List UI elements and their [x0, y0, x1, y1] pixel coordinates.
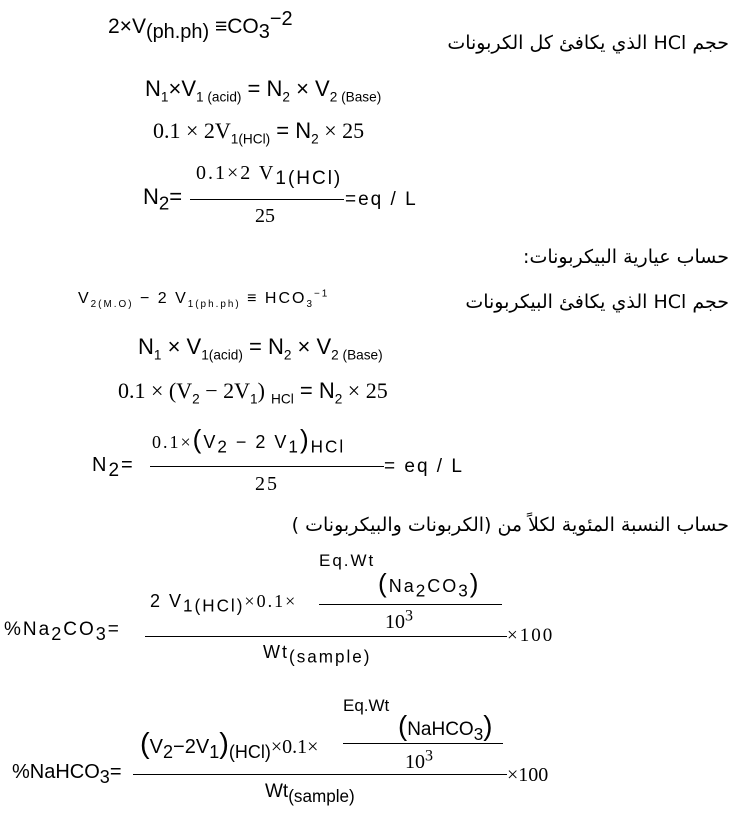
bicarbonate-equivalence	[78, 288, 330, 311]
bicarbonate-eq3-lhs	[92, 454, 135, 481]
bicarbonate-calc-heading: حساب عيارية البيكربونات:	[523, 246, 729, 268]
v2: × V	[289, 76, 330, 101]
b-v1: × V	[161, 334, 202, 359]
bicarb-equiv-rhs-sub: 3	[306, 299, 314, 311]
b-eq2-close: )	[257, 378, 265, 403]
carbonate-eq3-denominator: 25	[255, 205, 275, 227]
na2co3-na-sub: 2	[51, 623, 64, 644]
b-v2: × V	[291, 334, 332, 359]
na2co3-eqwt-compound	[378, 568, 481, 601]
carbonate-eq1	[145, 76, 382, 105]
b-v1-sub: 1(acid)	[201, 347, 243, 363]
carbonate-eq2	[153, 118, 365, 147]
nahco3-eqwt-nahco: NaHCO	[407, 719, 474, 740]
equals-n2: = N	[241, 76, 283, 101]
bicarbonate-eq2	[118, 378, 388, 407]
equiv-rhs: CO	[227, 15, 259, 38]
eq2-lhs: 0.1 × 2V	[153, 118, 231, 143]
bicarbonate-volume-label: حجم HCl الذي يكافئ البيكربونات	[465, 291, 729, 313]
bicarb-equiv-rhs: HCO	[264, 290, 307, 307]
equiv-rhs-charge: −2	[269, 8, 293, 30]
na2co3-lhs	[4, 619, 121, 644]
na2co3-main-fraction-bar	[145, 636, 507, 637]
na2co3-eqwt-label: Eq.Wt	[319, 551, 376, 570]
nahco3-minus: −2V	[173, 736, 210, 758]
v1-sub: 1 (acid)	[196, 89, 242, 105]
bicarb-equiv-v-sub: 2(M.O)	[90, 299, 134, 311]
carbonate-eq3-rhs: =eq / L	[345, 189, 418, 210]
na2co3-ten: 10	[385, 611, 405, 633]
nahco3-percent: %NaHCO	[12, 761, 100, 783]
carbonate-eq3-numerator	[196, 162, 343, 189]
bicarb-equiv-v: V	[78, 290, 91, 307]
n1-sub: 1	[160, 89, 169, 105]
b-eq2-minus: − 2V	[199, 378, 250, 403]
eq2-rhs: × 25	[318, 118, 365, 143]
eq3-num-sub: 1(HCl)	[275, 168, 343, 189]
nahco3-wt: Wt	[265, 781, 289, 802]
nahco3-main-fraction-bar	[133, 774, 507, 775]
bicarbonate-eq3-numerator	[152, 424, 346, 457]
equiv-lhs: 2×V	[108, 15, 146, 38]
na2co3-eqwt-close: )	[469, 568, 481, 598]
nahco3-sub: 3	[99, 767, 110, 787]
nahco3-v2-sub: 2	[163, 742, 174, 762]
na2co3-equals: =	[107, 619, 121, 640]
equiv-rhs-sub: 3	[258, 21, 270, 44]
na2co3-2v-sub: 1(HCl)	[183, 596, 245, 616]
b-eq3-paren-close: )	[299, 424, 311, 454]
nahco3-eqwt-open: (	[398, 710, 408, 741]
na2co3-wt: Wt	[263, 642, 289, 662]
nahco3-v2: V	[149, 736, 164, 758]
bicarb-equiv-charge: −1	[313, 288, 330, 300]
bicarb-equiv-minus: − 2 V	[133, 290, 188, 307]
eq3-n: N	[143, 184, 159, 209]
nahco3-times-100: ×100	[507, 764, 549, 786]
na2co3-eqwt-open: (	[378, 568, 389, 598]
nahco3-ten: 10	[405, 751, 425, 773]
bicarb-equiv-symbol: ≡	[247, 290, 259, 307]
na2co3-eqwt-co: CO	[427, 576, 459, 596]
b-eq2-equals-n2: = N	[293, 378, 335, 403]
bicarbonate-eq3-fraction-bar	[150, 466, 384, 467]
nahco3-power	[405, 747, 433, 773]
na2co3-inner-fraction-bar	[319, 604, 502, 605]
nahco3-eqwt-close: )	[483, 710, 493, 741]
na2co3-percent-na: %Na	[4, 619, 52, 640]
nahco3-equals: =	[109, 761, 122, 783]
na2co3-eqwt-na-sub: 2	[415, 581, 428, 601]
na2co3-sample: (sample)	[289, 647, 372, 667]
nahco3-eqwt-label: Eq.Wt	[343, 696, 390, 715]
na2co3-co: CO	[63, 619, 96, 640]
eq3-num: 0.1×2 V	[196, 162, 276, 184]
bicarbonate-eq1	[138, 334, 383, 363]
nahco3-inner-fraction-bar	[343, 743, 503, 744]
eq3-equals: =	[169, 184, 183, 209]
eq2-equals-n2: = N	[270, 118, 312, 143]
v2-sub: 2 (Base)	[329, 89, 382, 105]
b-eq3-v1-sub: 1	[288, 437, 300, 457]
b-n2-sub: 2	[283, 347, 292, 363]
b-eq2-lhs: 0.1 × (V	[118, 378, 193, 403]
na2co3-exp: 3	[405, 607, 413, 625]
nahco3-v1-sub: 1	[209, 742, 220, 762]
bicarb-equiv-minus-sub: 1(ph.ph)	[187, 299, 241, 311]
nahco3-denominator	[265, 781, 355, 806]
bicarbonate-eq3-rhs: = eq / L	[384, 456, 464, 477]
b-eq3-acid: HCl	[310, 437, 346, 457]
b-v2-sub: 2 (Base)	[331, 347, 383, 363]
nahco3-eqwt-sub: 3	[473, 724, 484, 744]
b-eq3-equals: =	[121, 454, 135, 476]
b-eq3-v2-sub: 2	[217, 437, 229, 457]
na2co3-co-sub: 3	[95, 623, 108, 644]
na2co3-times-100: ×100	[507, 625, 555, 646]
nahco3-acid: (HCl)	[228, 742, 271, 762]
equiv-symbol: ≡	[214, 15, 228, 38]
b-n1: N	[138, 334, 154, 359]
na2co3-eqwt-co-sub: 3	[458, 581, 470, 601]
carbonate-eq3-fraction-bar	[190, 199, 344, 200]
na2co3-power	[385, 607, 413, 633]
na2co3-eqwt-na: Na	[388, 576, 416, 596]
nahco3-mul: ×0.1×	[270, 736, 319, 758]
b-eq3-paren-open: (	[192, 424, 204, 454]
n2-sub: 2	[282, 89, 290, 105]
carbonate-eq3-lhs	[143, 184, 183, 214]
b-eq3-v2: V	[203, 432, 218, 452]
nahco3-numerator-lead	[140, 728, 319, 762]
b-eq3-num-coef: 0.1×	[152, 432, 193, 452]
equiv-lhs-sub: (ph.ph)	[145, 21, 210, 44]
na2co3-mul: ×0.1×	[244, 591, 298, 611]
nahco3-paren-close: )	[219, 728, 229, 760]
v1: ×V	[168, 76, 196, 101]
bicarbonate-eq3-denominator: 25	[255, 473, 279, 495]
na2co3-num-lead	[150, 591, 298, 616]
nahco3-lhs	[12, 761, 122, 787]
carbonate-volume-label: حجم HCl الذي يكافئ كل الكربونات	[447, 32, 729, 54]
nahco3-exp: 3	[425, 747, 433, 765]
b-eq3-n-sub: 2	[108, 460, 122, 481]
b-n1-sub: 1	[153, 347, 162, 363]
b-eq2-acid: HCl	[271, 391, 294, 407]
nahco3-eqwt-compound	[398, 710, 493, 744]
eq2-n2-sub: 2	[311, 131, 319, 147]
n1: N	[145, 76, 161, 101]
eq2-lhs-sub: 1(HCl)	[230, 131, 271, 147]
na2co3-denominator	[263, 642, 372, 667]
percentage-heading: حساب النسبة المئوية لكلاً من (الكربونات والبيكربونات )	[291, 514, 729, 536]
b-eq2-v1-sub: 1	[250, 391, 258, 407]
nahco3-paren-open: (	[140, 728, 150, 760]
b-equals-n2: = N	[242, 334, 284, 359]
b-eq2-n2-sub: 2	[334, 391, 343, 407]
eq3-n-sub: 2	[158, 192, 170, 214]
b-eq3-n: N	[92, 454, 109, 476]
nahco3-sample: (sample)	[288, 786, 355, 806]
b-eq3-minus: − 2 V	[228, 432, 289, 452]
b-eq2-v2-sub: 2	[192, 391, 200, 407]
carbonate-equivalence	[108, 8, 293, 44]
b-eq2-rhs: × 25	[342, 378, 388, 403]
na2co3-2v: 2 V	[150, 591, 184, 611]
